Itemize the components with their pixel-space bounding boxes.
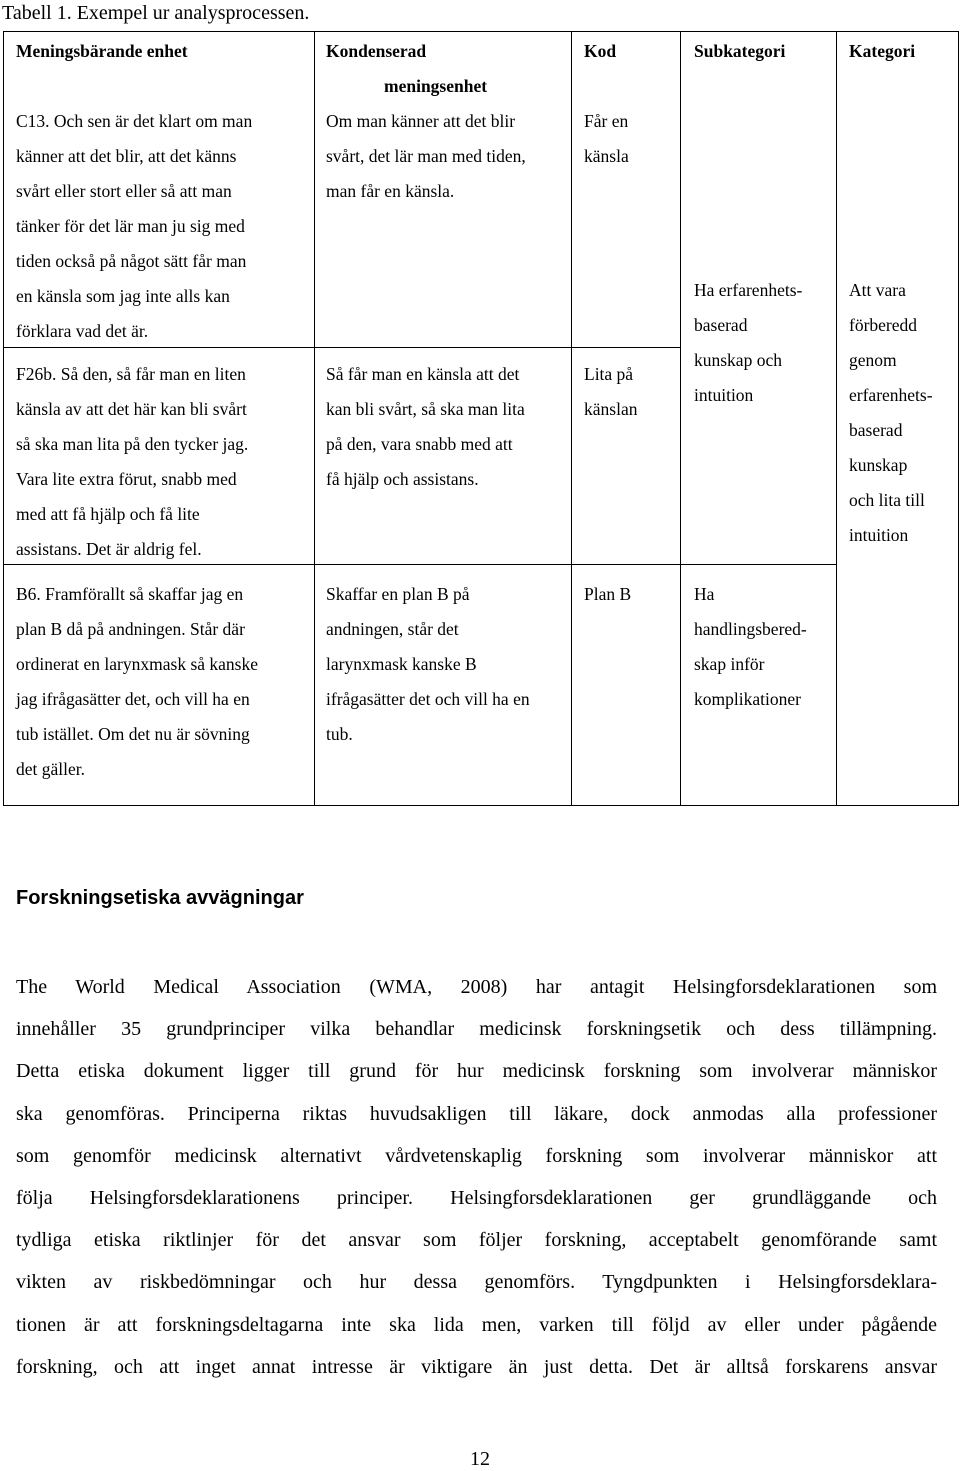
table-caption: Tabell 1. Exempel ur analysprocessen. <box>2 2 310 24</box>
page-number: 12 <box>470 1448 490 1470</box>
header-subkategori: Subkategori <box>694 41 786 61</box>
header-kategori: Kategori <box>849 41 916 61</box>
header-meningsbarande-enhet: Meningsbärande enhet <box>16 41 188 61</box>
column-divider <box>571 32 572 805</box>
body-paragraph: The World Medical Association (WMA, 2008) har antagit Helsingforsdeklarationen som innehåller 35 grundprinciper vilka behandlar medicinsk forskningsetik och dess tillämpning. Detta etiska dokument ligger till grund för hur medicinsk forskning som involverar människor ska genomföras. Principerna riktas huvudsakligen till läkare, dock anmodas alla professioner som genomför medicinsk alternativt vårdvetenskaplig forskning som involverar människor att följa Helsingforsdeklarationens principer. Helsingforsdeklarationen ger grundläggande och tydliga etiska riktlinjer för det ansvar som följer forskning, acceptabelt genomförande samt vikten av riskbedömningar och hur dessa genomförs. Tyngdpunkten i Helsingforsdeklara- tionen är att forskningsdeltagarna inte ska lida men, varken till följd av eller under pågående forskning, och att inget annat intresse är viktigare än just detta. Det är alltså forskarens ansvar <box>16 976 937 1378</box>
row3-meningsbarande-enhet: B6. Framförallt så skaffar jag en plan B då på andningen. Står där ordinerat en larynxmask så kanske jag ifrågasätter det, och vill ha en tub istället. Om det nu är sövning det gäller. <box>16 584 259 779</box>
analysis-table <box>3 31 959 806</box>
row3-subkategori: Ha handlingsbered- skap inför komplikationer <box>694 584 807 709</box>
merged-kategori: Att vara förberedd genom erfarenhets- baserad kunskap och lita till intuition <box>849 280 933 545</box>
column-divider <box>314 32 315 805</box>
header-kod: Kod <box>584 41 617 61</box>
merged-subkategori: Ha erfarenhets- baserad kunskap och intuition <box>694 280 803 405</box>
row1-kod: Får en känsla <box>584 111 629 166</box>
column-divider <box>680 32 681 805</box>
column-divider <box>836 32 837 805</box>
row3-kondenserad-meningsenhet: Skaffar en plan B på andningen, står det larynxmask kanske B ifrågasätter det och vill ha en tub. <box>326 584 530 744</box>
row2-kod: Lita på känslan <box>584 364 638 419</box>
row3-kod: Plan B <box>584 584 632 604</box>
row1-meningsbarande-enhet: C13. Och sen är det klart om man känner att det blir, att det känns svårt eller stort eller så att man tänker för det lär man ju sig med tiden också på något sätt får man en känsla som jag inte alls kan förklara vad det är. <box>16 111 253 341</box>
row2-meningsbarande-enhet: F26b. Så den, så får man en liten känsla av att det här kan bli svårt så ska man lita på den tycker jag. Vara lite extra förut, snabb med med att få hjälp och få lite assistans. Det är aldrig fel. <box>16 364 249 559</box>
section-heading: Forskningsetiska avvägningar <box>16 887 304 909</box>
row1-kondenserad-meningsenhet: Om man känner att det blir svårt, det lär man med tiden, man får en känsla. <box>326 111 526 201</box>
header-kondenserad-meningsenhet: Kondenserad meningsenhet <box>326 41 488 96</box>
row2-kondenserad-meningsenhet: Så får man en känsla att det kan bli svårt, så ska man lita på den, vara snabb med att få hjälp och assistans. <box>326 364 525 489</box>
